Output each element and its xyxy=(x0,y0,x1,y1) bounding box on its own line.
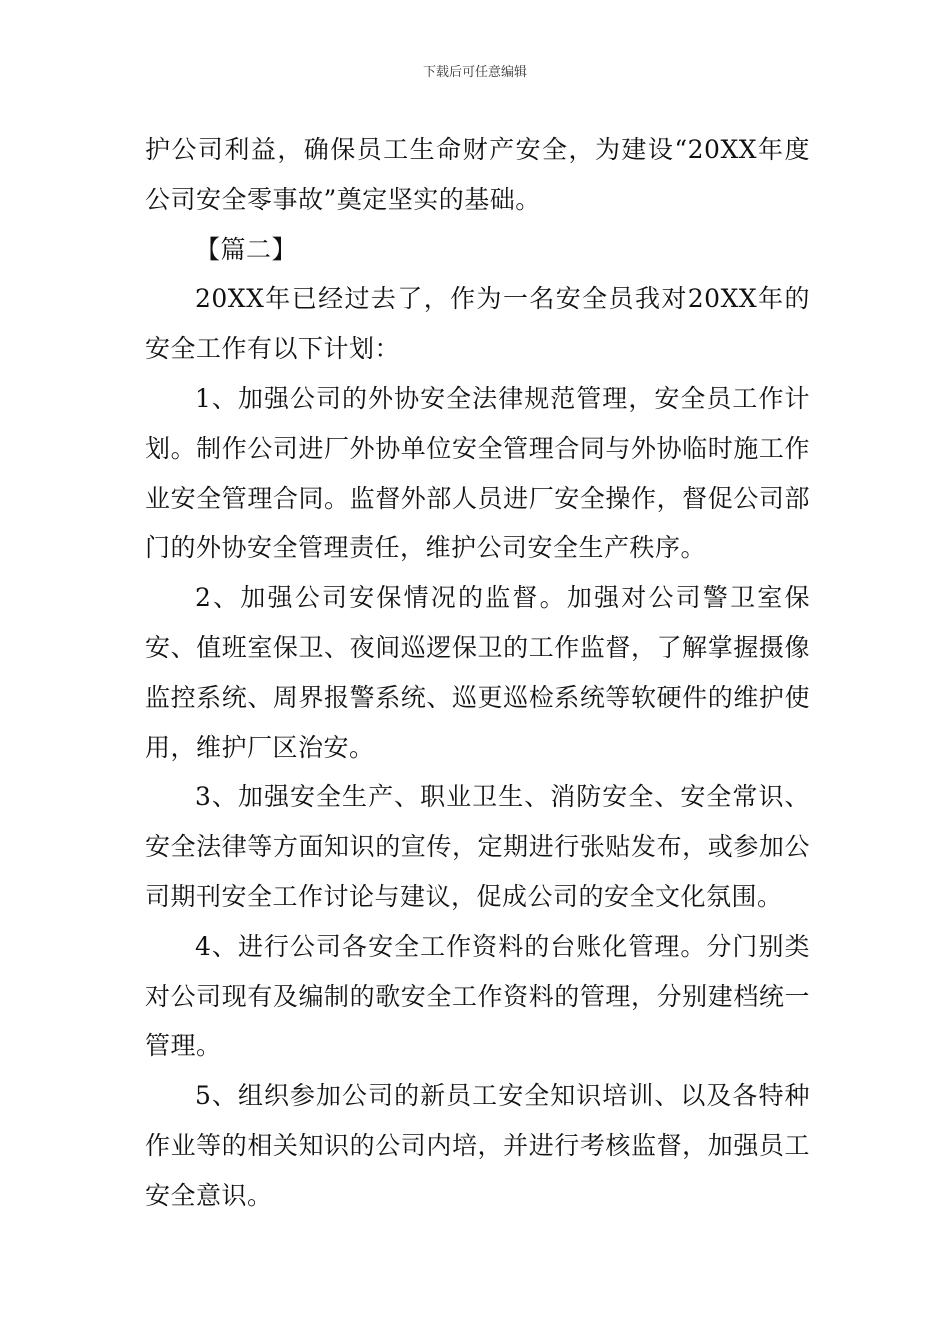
paragraph-item-3: 3、加强安全生产、职业卫生、消防安全、安全常识、安全法律等方面知识的宣传，定期进行张贴发布，或参加公司期刊安全工作讨论与建议，促成公司的安全文化氛围。 xyxy=(145,782,810,911)
paragraph-item-5: 5、组织参加公司的新员工安全知识培训、以及各特种作业等的相关知识的公司内培，并进行考核监督，加强员工安全意识。 xyxy=(145,1081,810,1210)
paragraph-intro: 20XX年已经过去了，作为一名安全员我对20XX年的安全工作有以下计划： xyxy=(145,284,810,364)
paragraph-item-4: 4、进行公司各安全工作资料的台账化管理。分门别类对公司现有及编制的歌安全工作资料的管理，分别建档统一管理。 xyxy=(145,931,810,1061)
page-header-note: 下载后可任意编辑 xyxy=(422,65,527,80)
paragraph-continuation: 护公司利益，确保员工生命财产安全，为建设“20XX年度公司安全零事故”奠定坚实的基础。 xyxy=(145,135,810,214)
section-heading: 【篇二】 xyxy=(195,234,298,264)
paragraph-item-2: 2、加强公司安保情况的监督。加强对公司警卫室保安、值班室保卫、夜间巡逻保卫的工作监督，了解掌握摄像监控系统、周界报警系统、巡更巡检系统等软硬件的维护使用，维护厂区治安。 xyxy=(145,583,810,762)
paragraph-item-1: 1、加强公司的外协安全法律规范管理，安全员工作计划。制作公司进厂外协单位安全管理合同与外协临时施工作业安全管理合同。监督外部人员进厂安全操作，督促公司部门的外协安全管理责任，维护公司安全生产秩序。 xyxy=(145,383,810,563)
document-body xyxy=(145,125,810,1221)
